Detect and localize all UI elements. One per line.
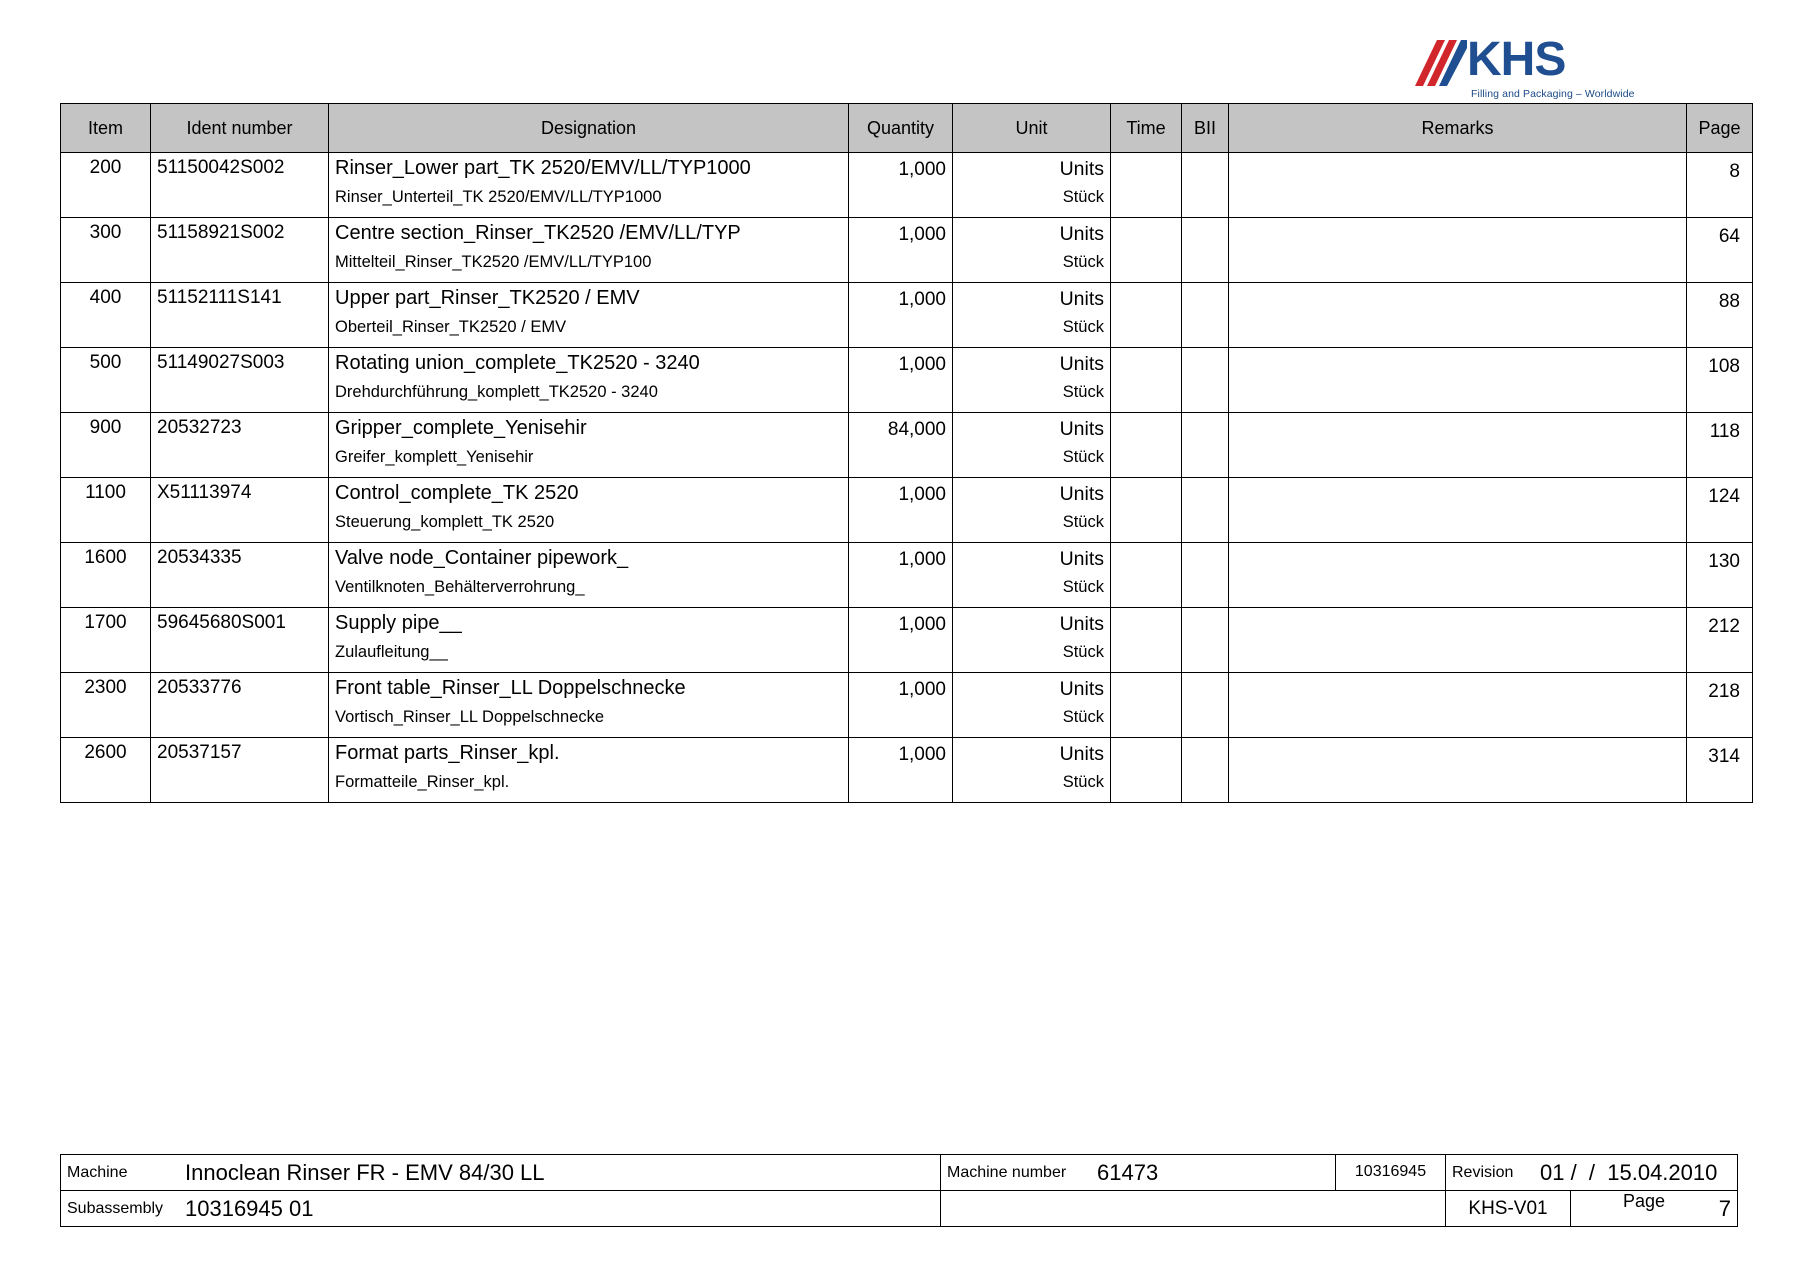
cell-time — [1111, 738, 1182, 803]
cell-ident-number: 20532723 — [151, 413, 329, 478]
cell-page: 88 — [1687, 283, 1753, 348]
revision-label: Revision — [1452, 1163, 1514, 1181]
designation-de: Zulaufleitung__ — [335, 643, 448, 661]
cell-bii — [1182, 478, 1229, 543]
cell-ident-number: 51158921S002 — [151, 218, 329, 283]
cell-quantity: 1,000 — [849, 478, 953, 543]
table-row — [61, 673, 1753, 738]
cell-page: 64 — [1687, 218, 1753, 283]
cell-quantity: 1,000 — [849, 543, 953, 608]
designation-en: Valve node_Container pipework_ — [335, 547, 629, 569]
cell-bii — [1182, 543, 1229, 608]
cell-ident-number: 51149027S003 — [151, 348, 329, 413]
cell-unit — [953, 218, 1111, 283]
cell-unit — [953, 543, 1111, 608]
cell-page: 218 — [1687, 673, 1753, 738]
khs-logo — [1415, 33, 1635, 106]
khs-logo-mark-icon — [1415, 40, 1467, 86]
unit-en: Units — [1059, 353, 1104, 375]
col-header-item: Item — [61, 104, 151, 153]
cell-designation — [329, 218, 849, 283]
cell-ident-number: 51152111S141 — [151, 283, 329, 348]
designation-en: Front table_Rinser_LL Doppelschnecke — [335, 677, 686, 699]
cell-unit — [953, 608, 1111, 673]
cell-item: 1700 — [61, 608, 151, 673]
designation-de: Vortisch_Rinser_LL Doppelschnecke — [335, 708, 605, 726]
cell-remarks — [1229, 283, 1687, 348]
designation-en: Format parts_Rinser_kpl. — [335, 742, 560, 764]
revision-value: 01 / / 15.04.2010 — [1540, 1159, 1718, 1185]
cell-ident-number: X51113974 — [151, 478, 329, 543]
designation-en: Gripper_complete_Yenisehir — [335, 417, 587, 439]
cell-unit — [953, 348, 1111, 413]
unit-en: Units — [1059, 223, 1104, 245]
logo-tagline: Filling and Packaging – Worldwide — [1471, 88, 1635, 100]
machine-number-label: Machine number — [947, 1163, 1067, 1181]
cell-item: 2600 — [61, 738, 151, 803]
col-header-designation: Designation — [329, 104, 849, 153]
cell-quantity: 84,000 — [849, 413, 953, 478]
cell-unit — [953, 413, 1111, 478]
col-header-quantity: Quantity — [849, 104, 953, 153]
page-value: 7 — [1718, 1196, 1731, 1221]
machine-number-cell — [941, 1155, 1336, 1191]
cell-designation — [329, 608, 849, 673]
cell-time — [1111, 608, 1182, 673]
unit-de: Stück — [1062, 773, 1104, 791]
cell-designation — [329, 543, 849, 608]
unit-en: Units — [1059, 418, 1104, 440]
cell-page: 118 — [1687, 413, 1753, 478]
cell-bii — [1182, 738, 1229, 803]
cell-page: 124 — [1687, 478, 1753, 543]
cell-bii — [1182, 608, 1229, 673]
cell-designation — [329, 413, 849, 478]
cell-ident-number: 20537157 — [151, 738, 329, 803]
cell-item: 200 — [61, 153, 151, 218]
unit-de: Stück — [1062, 383, 1104, 401]
unit-en: Units — [1059, 288, 1104, 310]
table-row — [61, 218, 1753, 283]
designation-de: Drehdurchführung_komplett_TK2520 - 3240 — [335, 383, 658, 401]
cell-remarks — [1229, 738, 1687, 803]
doc-number: 10316945 — [1354, 1163, 1427, 1181]
table-row — [61, 738, 1753, 803]
unit-de: Stück — [1062, 253, 1104, 271]
unit-en: Units — [1059, 613, 1104, 635]
table-header-row — [61, 104, 1753, 153]
cell-ident-number: 20533776 — [151, 673, 329, 738]
table-row — [61, 478, 1753, 543]
cell-remarks — [1229, 673, 1687, 738]
cell-quantity: 1,000 — [849, 218, 953, 283]
cell-remarks — [1229, 218, 1687, 283]
table-row — [61, 153, 1753, 218]
designation-en: Control_complete_TK 2520 — [335, 482, 579, 504]
cell-bii — [1182, 673, 1229, 738]
subassembly-value: 10316945 01 — [185, 1195, 314, 1221]
unit-de: Stück — [1062, 578, 1104, 596]
unit-en: Units — [1059, 743, 1104, 765]
cell-unit — [953, 283, 1111, 348]
cell-time — [1111, 218, 1182, 283]
machine-value: Innoclean Rinser FR - EMV 84/30 LL — [185, 1159, 545, 1185]
parts-table — [60, 103, 1753, 803]
cell-time — [1111, 283, 1182, 348]
designation-de: Formatteile_Rinser_kpl. — [335, 773, 510, 791]
cell-unit — [953, 738, 1111, 803]
cell-remarks — [1229, 348, 1687, 413]
revision-cell — [1446, 1155, 1738, 1191]
designation-en: Centre section_Rinser_TK2520 /EMV/LL/TYP — [335, 222, 741, 244]
unit-en: Units — [1059, 483, 1104, 505]
cell-designation — [329, 283, 849, 348]
cell-quantity: 1,000 — [849, 608, 953, 673]
cell-designation — [329, 478, 849, 543]
cell-ident-number: 51150042S002 — [151, 153, 329, 218]
cell-page: 108 — [1687, 348, 1753, 413]
cell-remarks — [1229, 543, 1687, 608]
cell-page: 130 — [1687, 543, 1753, 608]
cell-quantity: 1,000 — [849, 348, 953, 413]
cell-designation — [329, 348, 849, 413]
logo-text: KHS — [1467, 33, 1566, 86]
cell-item: 2300 — [61, 673, 151, 738]
cell-remarks — [1229, 153, 1687, 218]
cell-item: 1600 — [61, 543, 151, 608]
cell-item: 500 — [61, 348, 151, 413]
unit-de: Stück — [1062, 708, 1104, 726]
table-row — [61, 608, 1753, 673]
cell-time — [1111, 348, 1182, 413]
cell-remarks — [1229, 608, 1687, 673]
cell-quantity: 1,000 — [849, 153, 953, 218]
format-code: KHS-V01 — [1468, 1197, 1548, 1219]
cell-bii — [1182, 283, 1229, 348]
designation-en: Supply pipe__ — [335, 612, 462, 634]
col-header-page: Page — [1687, 104, 1753, 153]
col-header-remarks: Remarks — [1229, 104, 1687, 153]
table-row — [61, 283, 1753, 348]
cell-designation — [329, 153, 849, 218]
subassembly-cell — [61, 1191, 941, 1227]
cell-page: 8 — [1687, 153, 1753, 218]
cell-ident-number: 20534335 — [151, 543, 329, 608]
designation-de: Oberteil_Rinser_TK2520 / EMV — [335, 318, 567, 336]
cell-item: 1100 — [61, 478, 151, 543]
unit-en: Units — [1059, 158, 1104, 180]
doc-number-cell — [1336, 1155, 1446, 1191]
machine-cell — [61, 1155, 941, 1191]
cell-unit — [953, 673, 1111, 738]
page-label: Page — [1623, 1191, 1666, 1211]
unit-de: Stück — [1062, 448, 1104, 466]
cell-item: 300 — [61, 218, 151, 283]
cell-ident-number: 59645680S001 — [151, 608, 329, 673]
cell-time — [1111, 673, 1182, 738]
cell-quantity: 1,000 — [849, 283, 953, 348]
cell-bii — [1182, 153, 1229, 218]
cell-bii — [1182, 413, 1229, 478]
cell-time — [1111, 153, 1182, 218]
unit-en: Units — [1059, 678, 1104, 700]
cell-designation — [329, 738, 849, 803]
format-code-cell — [1446, 1191, 1571, 1227]
designation-de: Greifer_komplett_Yenisehir — [335, 448, 534, 466]
cell-designation — [329, 673, 849, 738]
col-header-time: Time — [1111, 104, 1182, 153]
designation-en: Rotating union_complete_TK2520 - 3240 — [335, 352, 700, 374]
designation-de: Mittelteil_Rinser_TK2520 /EMV/LL/TYP100 — [335, 253, 652, 271]
title-block — [60, 1154, 1738, 1227]
col-header-bii: BII — [1182, 104, 1229, 153]
unit-de: Stück — [1062, 513, 1104, 531]
unit-en: Units — [1059, 548, 1104, 570]
page-number-cell — [1571, 1191, 1738, 1227]
cell-remarks — [1229, 478, 1687, 543]
cell-bii — [1182, 218, 1229, 283]
unit-de: Stück — [1062, 188, 1104, 206]
cell-unit — [953, 478, 1111, 543]
cell-page: 314 — [1687, 738, 1753, 803]
cell-time — [1111, 478, 1182, 543]
cell-quantity: 1,000 — [849, 738, 953, 803]
designation-en: Upper part_Rinser_TK2520 / EMV — [335, 287, 640, 309]
table-row — [61, 413, 1753, 478]
table-row — [61, 543, 1753, 608]
col-header-unit: Unit — [953, 104, 1111, 153]
designation-de: Steuerung_komplett_TK 2520 — [335, 513, 555, 531]
table-row — [61, 348, 1753, 413]
empty-footer-cell — [941, 1191, 1446, 1227]
cell-unit — [953, 153, 1111, 218]
designation-en: Rinser_Lower part_TK 2520/EMV/LL/TYP1000 — [335, 157, 751, 179]
cell-time — [1111, 543, 1182, 608]
designation-de: Ventilknoten_Behälterverrohrung_ — [335, 578, 585, 596]
unit-de: Stück — [1062, 318, 1104, 336]
designation-de: Rinser_Unterteil_TK 2520/EMV/LL/TYP1000 — [335, 188, 662, 206]
cell-item: 400 — [61, 283, 151, 348]
cell-time — [1111, 413, 1182, 478]
col-header-ident-number: Ident number — [151, 104, 329, 153]
unit-de: Stück — [1062, 643, 1104, 661]
cell-bii — [1182, 348, 1229, 413]
cell-remarks — [1229, 413, 1687, 478]
cell-quantity: 1,000 — [849, 673, 953, 738]
cell-page: 212 — [1687, 608, 1753, 673]
machine-number-value: 61473 — [1097, 1159, 1159, 1185]
cell-item: 900 — [61, 413, 151, 478]
machine-label: Machine — [67, 1163, 128, 1181]
subassembly-label: Subassembly — [67, 1199, 164, 1217]
